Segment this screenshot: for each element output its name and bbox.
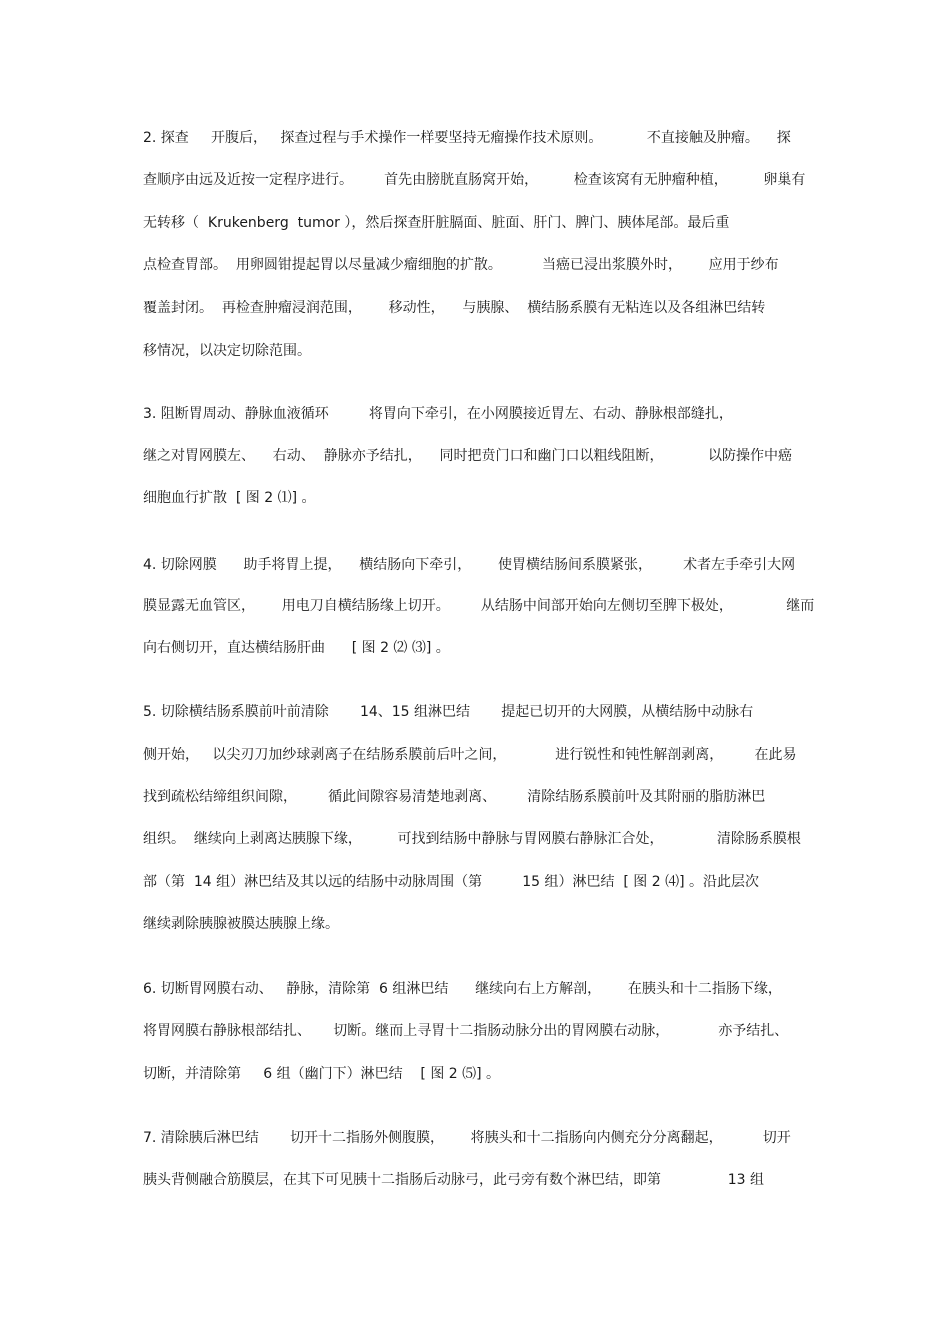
text-line: 膜显露无血管区， 用电刀自横结肠缘上切开。 从结肠中间部开始向左侧切至脾下极处， 继而	[143, 598, 815, 614]
text-line: 继之对胃网膜左、 右动、 静脉亦予结扎， 同时把贲门口和幽门口以粗线阻断， 以防操作中癌	[143, 448, 793, 464]
text-line: 覆盖封闭。 再检查肿瘤浸润范围， 移动性， 与胰腺、 横结肠系膜有无粘连以及各组淋巴结转	[143, 300, 766, 316]
text-line: 找到疏松结缔组织间隙， 循此间隙容易清楚地剥离、 清除结肠系膜前叶及其附丽的脂肪淋巴	[143, 789, 766, 805]
text-line: 6. 切断胃网膜右动、 静脉，清除第 6 组淋巴结 继续向右上方解剖， 在胰头和十二指肠下缘，	[143, 981, 782, 997]
text-line: 细胞血行扩散 [ 图 2 ⑴] 。	[143, 490, 316, 506]
text-line: 组织。 继续向上剥离达胰腺下缘， 可找到结肠中静脉与胃网膜右静脉汇合处， 清除肠系膜根	[143, 831, 801, 847]
text-line: 继续剥除胰腺被膜达胰腺上缘。	[143, 916, 339, 932]
text-line: 点检查胃部。 用卵圆钳提起胃以尽量减少瘤细胞的扩散。 当癌已浸出浆膜外时， 应用于纱布	[143, 257, 779, 273]
text-line: 查顺序由远及近按一定程序进行。 首先由膀胱直肠窝开始， 检查该窝有无肿瘤种植， 卵巢有	[143, 172, 806, 188]
text-line: 2. 探查 开腹后， 探查过程与手术操作一样要坚持无瘤操作技术原则。 不直接触及肿瘤。 探	[143, 130, 791, 146]
text-line: 3. 阻断胃周动、静脉血液循环 将胃向下牵引，在小网膜接近胃左、右动、静脉根部缝扎，	[143, 406, 733, 422]
text-line: 侧开始， 以尖刃刀加纱球剥离子在结肠系膜前后叶之间， 进行锐性和钝性解剖剥离， 在此易	[143, 747, 797, 763]
text-line: 4. 切除网膜 助手将胃上提， 横结肠向下牵引， 使胃横结肠间系膜紧张， 术者左手牵引大网	[143, 557, 796, 573]
text-line: 向右侧切开，直达横结肠肝曲 [ 图 2 ⑵ ⑶] 。	[143, 640, 450, 656]
text-line: 移情况，以决定切除范围。	[143, 343, 311, 359]
text-line: 胰头背侧融合筋膜层，在其下可见胰十二指肠后动脉弓，此弓旁有数个淋巴结，即第 13 组	[143, 1172, 765, 1188]
text-line: 将胃网膜右静脉根部结扎、 切断。继而上寻胃十二指肠动脉分出的胃网膜右动脉， 亦予结扎、	[143, 1023, 789, 1039]
text-line: 5. 切除横结肠系膜前叶前清除 14、15 组淋巴结 提起已切开的大网膜，从横结肠中动脉右	[143, 704, 754, 720]
text-line: 部（第 14 组）淋巴结及其以远的结肠中动脉周围（第 15 组）淋巴结 [ 图 2 ⑷] 。沿此层次	[143, 874, 760, 890]
text-line: 无转移（ Krukenberg tumor ），然后探查肝脏膈面、脏面、肝门、脾门、胰体尾部。最后重	[143, 215, 730, 231]
text-line: 切断，并清除第 6 组（幽门下）淋巴结 [ 图 2 ⑸] 。	[143, 1066, 501, 1082]
text-line: 7. 清除胰后淋巴结 切开十二指肠外侧腹膜， 将胰头和十二指肠向内侧充分分离翻起， 切开	[143, 1130, 791, 1146]
